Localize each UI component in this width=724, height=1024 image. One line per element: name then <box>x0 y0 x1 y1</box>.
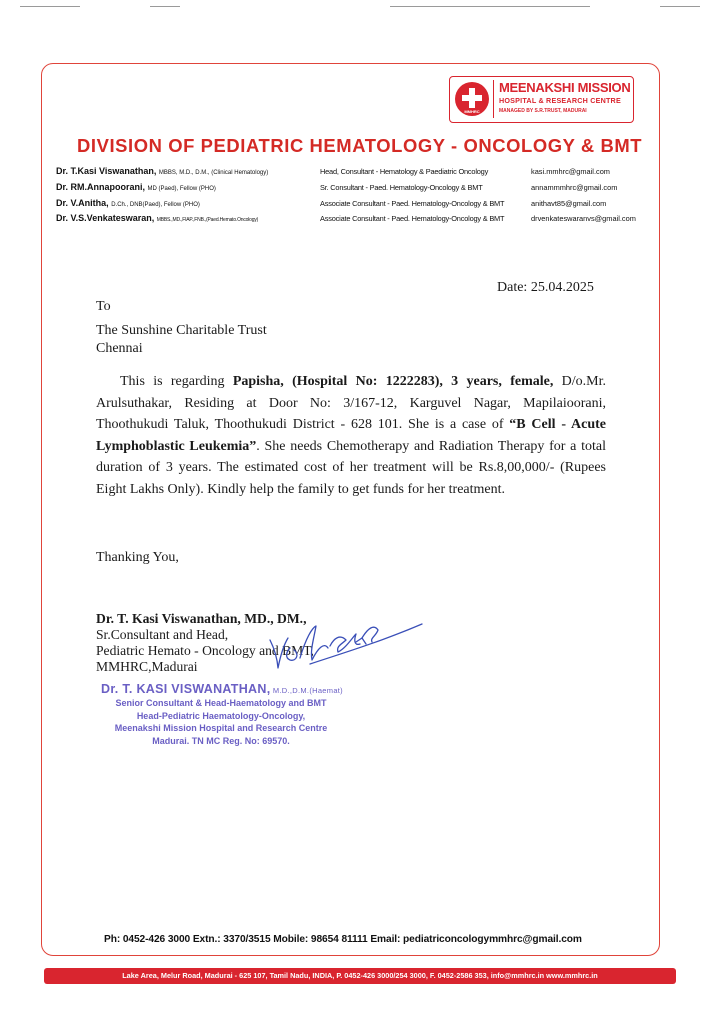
doctor-email: kasi.mmhrc@gmail.com <box>531 167 610 176</box>
doctor-role: Head, Consultant - Hematology & Paediatric Oncology <box>320 167 489 176</box>
handwritten-signature <box>250 598 430 678</box>
closing-text: Thanking You, <box>96 550 179 565</box>
scan-artifact-line <box>20 6 80 7</box>
letter-date: Date: 25.04.2025 <box>497 280 594 295</box>
medical-cross-icon <box>455 82 489 116</box>
signatory-institution: MMHRC,Madurai <box>96 659 198 674</box>
doctor-name: Dr. V.Anitha, <box>56 198 109 208</box>
body-text: D/o.Mr. Arulsuthakar, Residing at Door No: 3/167-12, Karguvel Nagar, Mapilaioorani, Thoothukudi Taluk, Thoothukudi District - 628 101. She is a case of <box>96 374 606 432</box>
logo-subtitle: HOSPITAL & RESEARCH CENTRE <box>499 96 621 105</box>
doctor-name-block <box>56 198 200 208</box>
letter-body <box>96 371 606 500</box>
doctor-stamp <box>101 683 341 747</box>
contact-line: Ph: 0452-426 3000 Extn.: 3370/3515 Mobile: 98654 81111 Email: pediatriconcologymmhrc@gmail.com <box>104 934 582 945</box>
doctor-email: drvenkateswaranvs@gmail.com <box>531 214 636 223</box>
signatory-title: Sr.Consultant and Head, <box>96 627 229 642</box>
salutation-to: To <box>96 299 111 314</box>
doctor-name-block <box>56 213 258 223</box>
body-text: . She needs Chemotherapy and Radiation Therapy for a total duration of 3 years. The estimated cost of her treatment will be Rs.8,00,000/- (Rupees Eight Lakhs Only). Kindly help the family to get funds for her treatment. <box>96 438 606 497</box>
recipient-name: The Sunshine Charitable Trust <box>96 323 267 338</box>
logo-divider <box>493 80 494 118</box>
doctor-role: Associate Consultant - Paed. Hematology-Oncology & BMT <box>320 199 505 208</box>
doctor-qualification: D.Ch., DNB(Paed), Fellow (PHO) <box>111 202 200 208</box>
stamp-name: Dr. T. KASI VISWANATHAN, M.D.,D.M.(Haemat) <box>101 682 343 696</box>
patient-details: Papisha, (Hospital No: 1222283), 3 years, female, <box>232 374 554 389</box>
hospital-logo <box>449 76 634 123</box>
division-title: DIVISION OF PEDIATRIC HEMATOLOGY - ONCOLOGY & BMT <box>77 135 643 156</box>
doctor-name: Dr. V.S.Venkateswaran, <box>56 213 155 223</box>
doctor-email: anithavt85@gmail.com <box>531 199 607 208</box>
doctor-role: Sr. Consultant - Paed. Hematology-Oncology & BMT <box>320 183 483 192</box>
doctor-qualification: MD (Paed), Fellow (PHO) <box>147 186 216 192</box>
doctor-role: Associate Consultant - Paed. Hematology-Oncology & BMT <box>320 214 505 223</box>
doctor-name-block <box>56 166 268 176</box>
logo-name: MEENAKSHI MISSION <box>499 80 631 95</box>
body-text: This is regarding <box>120 374 233 389</box>
letterhead-frame <box>41 63 660 956</box>
logo-abbr: MMHRC <box>464 109 480 114</box>
logo-tagline: MANAGED BY S.R.TRUST, MADURAI <box>499 108 587 114</box>
scan-artifact-line <box>390 6 590 7</box>
stamp-line: Head-Pediatric Haematology-Oncology, <box>136 710 306 721</box>
doctor-name-block <box>56 182 216 192</box>
scan-artifact-line <box>660 6 700 7</box>
stamp-registration: Madurai. TN MC Reg. No: 69570. <box>152 735 290 746</box>
stamp-line: Senior Consultant & Head-Haematology and BMT <box>115 698 327 709</box>
doctor-name: Dr. RM.Annapoorani, <box>56 182 146 192</box>
doctor-qualification: MBBS, M.D., D.M., (Clinical Hematology) <box>158 170 269 176</box>
diagnosis: “B Cell - Acute Lymphoblastic Leukemia” <box>96 417 606 454</box>
signatory-department: Pediatric Hemato - Oncology and BMT, <box>96 643 314 658</box>
doctor-email: annammmhrc@gmail.com <box>531 183 618 192</box>
footer-address-bar: Lake Area, Melur Road, Madurai - 625 107, Tamil Nadu, INDIA, P. 0452-426 3000/254 3000, F. 0452-2586 353, info@mmhrc.in www.mmhrc.in <box>44 968 676 984</box>
doctor-name: Dr. T.Kasi Viswanathan, <box>56 166 157 176</box>
scan-artifact-line <box>150 6 180 7</box>
signatory-name: Dr. T. Kasi Viswanathan, MD., DM., <box>96 611 307 626</box>
recipient-city: Chennai <box>96 341 143 356</box>
stamp-line: Meenakshi Mission Hospital and Research Centre <box>114 723 328 734</box>
doctor-qualification: MBBS.,MD.,FIAP.,FNB.,(Paed.Hemato.Oncology) <box>156 217 259 223</box>
